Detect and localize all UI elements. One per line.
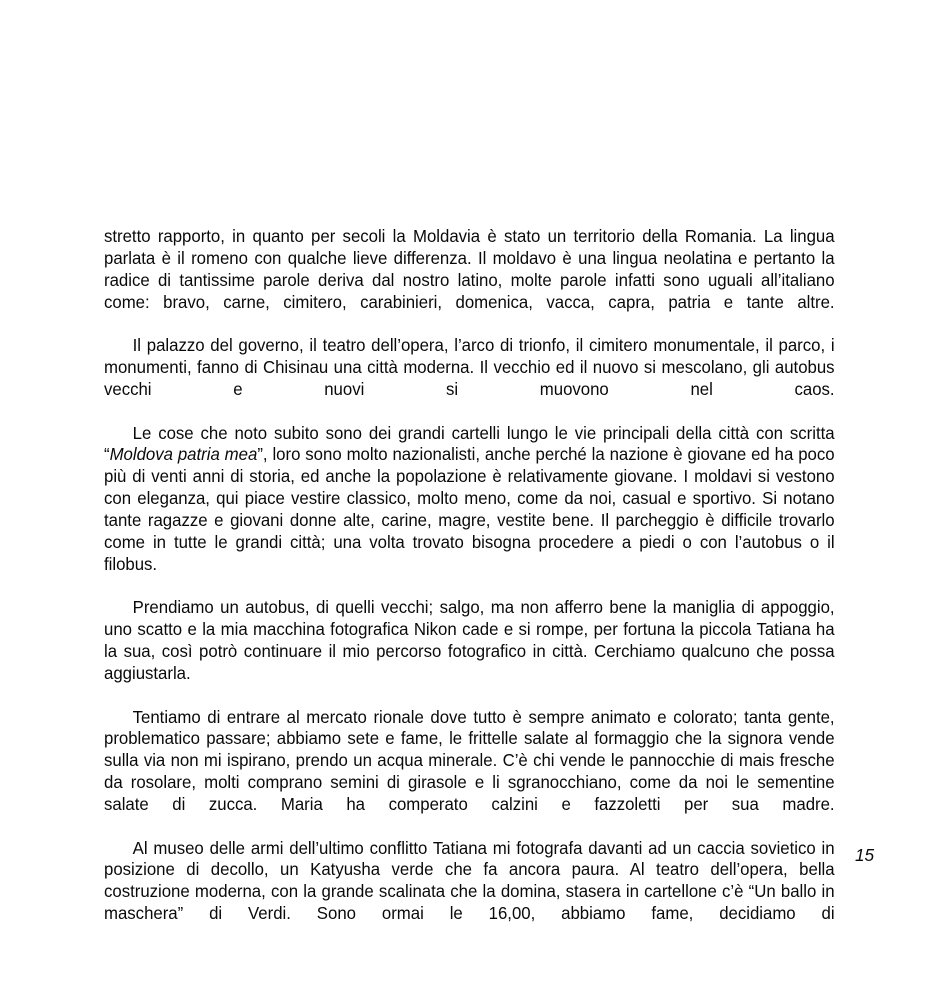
- slogan-moldova-patria-mea: Moldova patria mea: [109, 444, 258, 465]
- paragraph-1: stretto rapporto, in quanto per secoli la Moldavia è stato un territorio della Romania. La lingua parlata è il romeno con qualche lieve differenza. Il moldavo è una lingua neolatina e pertanto la radice di tantissime parole deriva dal nostro latino, molte parole infatti sono uguali all’italiano come: bravo, carne, cimitero, carabinieri, domenica, vacca, capra, patria e tante altre.: [104, 226, 835, 312]
- body-text-column: [104, 226, 835, 947]
- paragraph-4: Prendiamo un autobus, di quelli vecchi; salgo, ma non afferro bene la maniglia di appoggio, uno scatto e la mia macchina fotografica Nikon cade e si rompe, per fortuna la piccola Tatiana ha la sua, così potrò continuare il mio percorso fotografico in città. Cerchiamo qualcuno che possa aggiustarla.: [104, 597, 835, 683]
- paragraph-3: [104, 423, 835, 598]
- page-number: 15: [855, 845, 875, 865]
- paragraph-2: Il palazzo del governo, il teatro dell’opera, l’arco di trionfo, il cimitero monumentale, il parco, i monumenti, fanno di Chisinau una città moderna. Il vecchio ed il nuovo si mescolano, gli autobus vecchi e nuovi si muovono nel caos.: [104, 335, 835, 399]
- paragraph-3-text-before-italic: Le cose che noto subito sono dei grandi cartelli lungo le vie principali della città con scritta “: [104, 422, 835, 465]
- paragraph-6: Al museo delle armi dell’ultimo conflitto Tatiana mi fotografa davanti ad un caccia sovietico in posizione di decollo, un Katyusha verde che fa ancora paura. Al teatro dell’opera, bella costruzione moderna, con la grande scalinata che la domina, stasera in cartellone c’è “Un ballo in maschera” di Verdi. Sono ormai le 16,00, abbiamo fame, decidiamo di: [104, 837, 835, 924]
- paragraph-5: Tentiamo di entrare al mercato rionale dove tutto è sempre animato e colorato; tanta gente, problematico passare; abbiamo sete e fame, le frittelle salate al formaggio che la signora vende sulla via non mi ispirano, prendo un acqua minerale. C’è chi vende le pannocchie di mais fresche da rosolare, molti comprano semini di girasole e li sgranocchiano, come da noi le sementine salate di zucca. Maria ha comperato calzini e fazzoletti per sua madre.: [104, 706, 835, 814]
- paragraph-3-text-after-italic: ”, loro sono molto nazionalisti, anche perché la nazione è giovane ed ha poco più di venti anni di storia, ed anche la popolazione è relativamente giovane. I moldavi si vestono con eleganza, qui piace vestire classico, molto meno, come da noi, casual e sportivo. Si notano tante ragazze e giovani donne alte, carine, magre, vestite bene. Il parcheggio è difficile trovarlo come in tutte le grandi città; una volta trovato bisogna procedere a piedi o con l’autobus o il filobus.: [104, 444, 835, 574]
